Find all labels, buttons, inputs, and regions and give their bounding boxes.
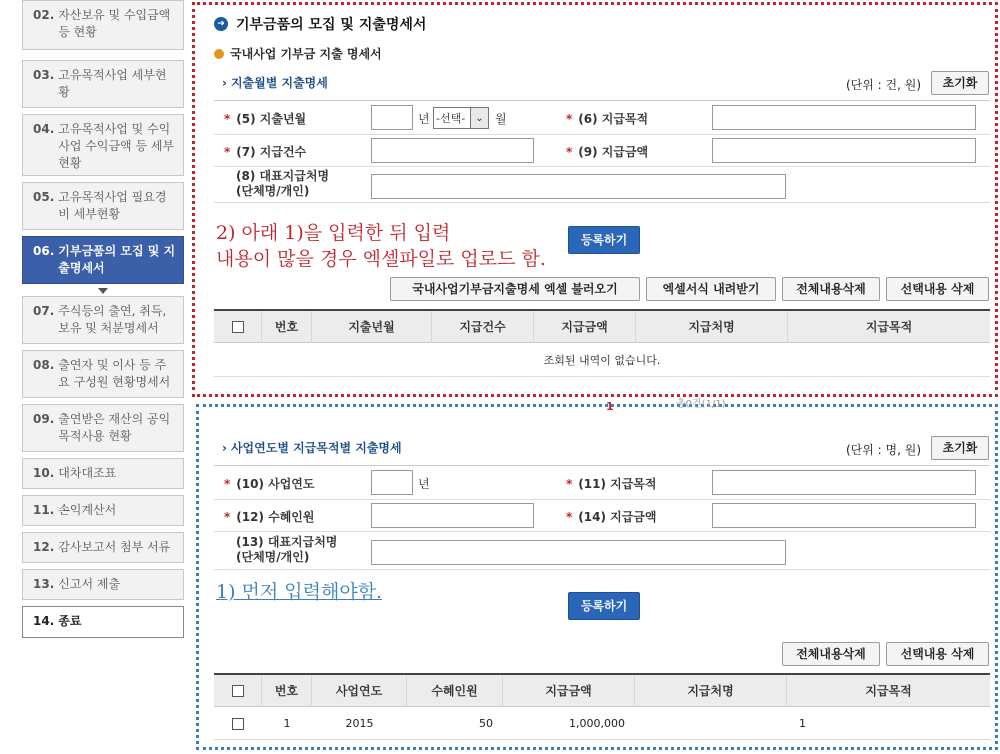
count-input[interactable] xyxy=(371,138,534,163)
month-unit-label: 월 xyxy=(495,112,507,126)
section1-unit-label: (단위 : 건, 원) xyxy=(846,78,922,92)
cell-beneficiaries: 50 xyxy=(479,717,493,730)
sidebar-item-07[interactable] xyxy=(22,296,184,344)
sidebar-item-number: 03. xyxy=(33,68,55,82)
annotation-upload-note xyxy=(216,220,546,272)
section1-reset-button[interactable]: 초기화 xyxy=(931,71,989,95)
sidebar-item-10[interactable] xyxy=(22,458,184,489)
sidebar-item-label: 자산보유 및 수입금액 등 현황 xyxy=(58,8,171,39)
annotation-line2: 내용이 많을 경우 엑셀파일로 업로드 함. xyxy=(216,248,546,270)
purpose-label-text: (11) 지급목적 xyxy=(578,477,657,491)
sidebar-item-label: 고유목적사업 세부현황 xyxy=(58,68,167,99)
excel-import-button[interactable]: 국내사업기부금지출명세 엑셀 불러오기 xyxy=(390,277,640,301)
section2-delete-all-button[interactable]: 전체내용삭제 xyxy=(782,642,880,666)
sidebar-item-label: 손익계산서 xyxy=(58,503,117,517)
page-subtitle xyxy=(214,45,382,62)
section2-register-button[interactable]: 등록하기 xyxy=(568,592,640,620)
cell-payee xyxy=(635,708,787,740)
sidebar-item-08[interactable] xyxy=(22,350,184,398)
beneficiary-label xyxy=(224,508,315,525)
business-year-label xyxy=(224,475,315,492)
amount-label-text: (14) 지급금액 xyxy=(578,510,657,524)
form-row xyxy=(214,167,990,203)
sidebar-item-label: 대차대조표 xyxy=(58,466,117,480)
sidebar-item-label: 기부금품의 모집 및 지출명세서 xyxy=(58,244,176,275)
sidebar-item-label: 출연자 및 이사 등 주요 구성원 현황명세서 xyxy=(58,358,171,389)
payee-label-line2: (단체명/개인) xyxy=(236,184,310,198)
select-all-checkbox[interactable] xyxy=(232,685,244,697)
sidebar-item-label: 고유목적사업 및 수익사업 수익금액 등 세부현황 xyxy=(58,122,175,170)
page-title xyxy=(214,14,426,34)
section2-heading-text: 사업연도별 지급목적별 지출명세 xyxy=(230,441,402,455)
section1-delete-selected-button[interactable]: 선택내용 삭제 xyxy=(886,277,989,301)
row-checkbox[interactable] xyxy=(232,718,244,730)
month-select[interactable] xyxy=(433,107,489,129)
required-asterisk-icon: * xyxy=(224,510,231,524)
cell-purpose: 1 xyxy=(799,717,806,730)
sidebar-item-label: 고유목적사업 필요경비 세부현황 xyxy=(58,190,167,221)
sidebar-item-number: 08. xyxy=(33,358,55,372)
column-header: 지급목적 xyxy=(865,320,913,334)
beneficiary-label-text: (12) 수혜인원 xyxy=(236,510,315,524)
select-all-cell xyxy=(214,675,262,707)
required-asterisk-icon: * xyxy=(566,510,573,524)
section2-unit-label: (단위 : 명, 원) xyxy=(846,443,922,457)
required-asterisk-icon: * xyxy=(566,477,573,491)
column-header: 지급처명 xyxy=(636,311,788,343)
required-asterisk-icon: * xyxy=(224,112,231,126)
sidebar-item-number: 04. xyxy=(33,122,55,136)
sidebar-item-label: 감사보고서 첨부 서류 xyxy=(58,540,171,554)
purpose-label xyxy=(566,110,648,127)
year-unit-label: 년 xyxy=(418,477,430,491)
form-row xyxy=(214,466,990,500)
payee-label-line2: (단체명/개인) xyxy=(236,550,310,564)
form-row xyxy=(214,101,990,135)
count-label-text: (7) 지급건수 xyxy=(236,145,307,159)
column-header: 사업연도 xyxy=(312,675,407,707)
sidebar-item-14[interactable] xyxy=(22,606,184,638)
empty-table-message: 조회된 내역이 없습니다. xyxy=(214,345,990,377)
section1-register-button[interactable]: 등록하기 xyxy=(568,226,640,254)
sidebar-item-13[interactable] xyxy=(22,569,184,600)
required-asterisk-icon: * xyxy=(224,477,231,491)
cell-number: 1 xyxy=(283,717,291,730)
month-label xyxy=(224,110,306,127)
section2-delete-selected-button[interactable]: 선택내용 삭제 xyxy=(886,642,989,666)
sidebar-item-03[interactable] xyxy=(22,60,184,108)
column-header: 지급건수 xyxy=(432,311,534,343)
select-all-checkbox[interactable] xyxy=(232,321,244,333)
annotation-first-input-note: 1) 먼저 입력해야함. xyxy=(216,581,383,603)
section2-table xyxy=(214,673,990,741)
sidebar-item-number: 12. xyxy=(33,540,55,554)
beneficiary-input[interactable] xyxy=(371,503,534,528)
required-asterisk-icon: * xyxy=(224,145,231,159)
column-header: 지급금액 xyxy=(534,311,636,343)
table-header-row xyxy=(214,311,990,343)
page-subtitle-text: 국내사업 기부금 지출 명세서 xyxy=(230,47,382,61)
sidebar-item-number: 13. xyxy=(33,577,55,591)
payee-input[interactable] xyxy=(371,174,786,199)
section2-heading xyxy=(222,439,402,456)
sidebar-item-label: 종료 xyxy=(58,614,82,628)
table-row[interactable] xyxy=(214,708,990,740)
cell-amount: 1,000,000 xyxy=(569,717,625,730)
arrow-circle-icon: ➜ xyxy=(214,17,228,31)
amount-label xyxy=(566,143,648,160)
column-header: 수혜인원 xyxy=(407,675,503,707)
amount-input[interactable] xyxy=(712,138,976,163)
active-arrow-icon xyxy=(98,288,108,294)
select-all-cell xyxy=(214,311,262,343)
payee-input[interactable] xyxy=(371,540,786,565)
table-header-row xyxy=(214,675,990,707)
sidebar-item-12[interactable] xyxy=(22,532,184,563)
pagination-page-number[interactable]: 1 xyxy=(606,400,614,413)
payee-label xyxy=(236,169,329,199)
business-year-label-text: (10) 사업연도 xyxy=(236,477,315,491)
page-title-text: 기부금품의 모집 및 지출명세서 xyxy=(236,17,427,33)
column-header: 지출년월 xyxy=(312,311,432,343)
column-header: 지급처명 xyxy=(635,675,787,707)
payee-label-line1: (13) 대표지급처명 xyxy=(236,535,338,549)
form-row xyxy=(214,500,990,532)
bullet-dot-icon xyxy=(214,49,224,59)
section1-heading-text: 지출월별 지출명세 xyxy=(230,76,328,90)
payee-label-line1: (8) 대표지급처명 xyxy=(236,169,330,183)
required-asterisk-icon: * xyxy=(566,112,573,126)
sidebar-item-11[interactable] xyxy=(22,495,184,526)
sidebar-item-number: 10. xyxy=(33,466,55,480)
sidebar-item-number: 02. xyxy=(33,8,55,22)
sidebar-item-02[interactable] xyxy=(22,0,184,50)
form-row xyxy=(214,532,990,570)
purpose-input[interactable] xyxy=(712,105,976,130)
section1-table xyxy=(214,309,990,385)
business-year-input[interactable] xyxy=(371,470,413,495)
section2-reset-button[interactable]: 초기화 xyxy=(931,436,989,460)
count-label xyxy=(224,143,306,160)
chevron-right-icon: › xyxy=(222,76,227,90)
column-header: 지급금액 xyxy=(503,675,635,707)
sidebar-item-label: 주식등의 출연, 취득, 보유 및 처분명세서 xyxy=(58,304,167,335)
pagination-total: 총0건(1/1) xyxy=(676,399,726,410)
form-row xyxy=(214,135,990,167)
sidebar-item-number: 09. xyxy=(33,412,55,426)
sidebar-item-number: 07. xyxy=(33,304,55,318)
cell-year: 2015 xyxy=(345,717,374,730)
sidebar-item-number: 06. xyxy=(33,244,55,258)
chevron-right-icon: › xyxy=(222,441,227,455)
amount-input[interactable] xyxy=(712,503,976,528)
month-select-value: -선택- xyxy=(436,112,466,125)
amount-label-text: (9) 지급금액 xyxy=(578,145,649,159)
sidebar-item-04[interactable] xyxy=(22,114,184,176)
section1-heading xyxy=(222,74,328,91)
annotation-line1: 2) 아래 1)을 입력한 뒤 입력 xyxy=(216,222,451,244)
month-label-text: (5) 지출년월 xyxy=(236,112,307,126)
amount-label xyxy=(566,508,657,525)
sidebar-item-label: 신고서 제출 xyxy=(58,577,121,591)
sidebar-item-label: 출연받은 재산의 공익목적사용 현황 xyxy=(58,412,171,443)
column-header: 번호 xyxy=(262,311,312,343)
sidebar-item-number: 05. xyxy=(33,190,55,204)
section2-form xyxy=(214,465,990,569)
section1-delete-all-button[interactable]: 전체내용삭제 xyxy=(782,277,880,301)
purpose-label xyxy=(566,475,657,492)
sidebar-item-number: 14. xyxy=(33,614,55,628)
column-header: 지급목적 xyxy=(865,684,912,698)
excel-template-download-button[interactable]: 엑셀서식 내려받기 xyxy=(646,277,776,301)
sidebar-item-06[interactable] xyxy=(22,236,184,284)
sidebar-item-number: 11. xyxy=(33,503,55,517)
year-input[interactable] xyxy=(371,105,413,130)
chevron-down-icon: ⌄ xyxy=(470,108,488,128)
purpose-input[interactable] xyxy=(712,470,976,495)
section1-form xyxy=(214,100,990,202)
year-unit-label: 년 xyxy=(418,112,430,126)
column-header: 번호 xyxy=(262,675,312,707)
purpose-label-text: (6) 지급목적 xyxy=(578,112,649,126)
sidebar-item-05[interactable] xyxy=(22,182,184,230)
required-asterisk-icon: * xyxy=(566,145,573,159)
payee-label xyxy=(236,535,337,565)
sidebar-item-09[interactable] xyxy=(22,404,184,452)
